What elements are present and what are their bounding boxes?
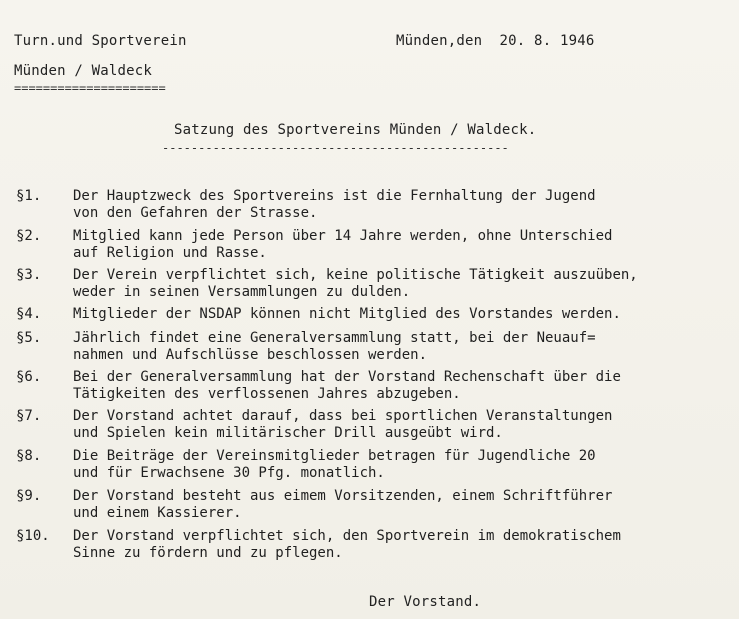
paragraph-number: §7. bbox=[16, 408, 42, 424]
paragraph-line: und Spielen kein militärischer Drill ausgeübt wird. bbox=[73, 425, 503, 441]
paragraph-line: und für Erwachsene 30 Pfg. monatlich. bbox=[73, 465, 385, 481]
paragraph-line: und einem Kassierer. bbox=[73, 505, 242, 521]
paragraph-number: §3. bbox=[16, 267, 42, 283]
signature: Der Vorstand. bbox=[369, 594, 482, 610]
paragraph-line: nahmen und Aufschlüsse beschlossen werden. bbox=[73, 347, 428, 363]
paragraph-number: §10. bbox=[16, 528, 50, 544]
paragraph-line: auf Religion und Rasse. bbox=[73, 245, 267, 261]
paragraph-line: Tätigkeiten des verflossenen Jahres abzugeben. bbox=[73, 386, 461, 402]
paragraph-line: Bei der Generalversammlung hat der Vorstand Rechenschaft über die bbox=[73, 369, 621, 385]
paragraph-line: Der Vorstand besteht aus eimem Vorsitzenden, einem Schriftführer bbox=[73, 488, 613, 504]
paragraph-line: Mitglied kann jede Person über 14 Jahre werden, ohne Unterschied bbox=[73, 228, 613, 244]
paragraph-line: Der Vorstand verpflichtet sich, den Sportverein im demokratischem bbox=[73, 528, 621, 544]
paragraph-number: §6. bbox=[16, 369, 42, 385]
title-underline: ------------------------------------------------ bbox=[162, 141, 509, 155]
paragraph-line: Mitglieder der NSDAP können nicht Mitglied des Vorstandes werden. bbox=[73, 306, 621, 322]
paragraph-line: Jährlich findet eine Generalversammlung statt, bei der Neuauf= bbox=[73, 330, 596, 346]
paragraph-number: §1. bbox=[16, 188, 42, 204]
paragraph-line: weder in seinen Versammlungen zu dulden. bbox=[73, 284, 411, 300]
paragraph-line: Der Verein verpflichtet sich, keine politische Tätigkeit auszuüben, bbox=[73, 267, 638, 283]
paragraph-number: §9. bbox=[16, 488, 42, 504]
paragraph-number: §4. bbox=[16, 306, 42, 322]
paragraph-line: Der Vorstand achtet darauf, dass bei sportlichen Veranstaltungen bbox=[73, 408, 613, 424]
club-name-line-2: Münden / Waldeck bbox=[14, 63, 153, 79]
document-title: Satzung des Sportvereins Münden / Waldeck. bbox=[174, 122, 537, 138]
paragraph-line: Sinne zu fördern und zu pflegen. bbox=[73, 545, 343, 561]
paragraph-line: von den Gefahren der Strasse. bbox=[73, 205, 318, 221]
club-name-line-1: Turn.und Sportverein bbox=[14, 33, 187, 49]
paragraph-number: §5. bbox=[16, 330, 42, 346]
club-name-underline: ===================== bbox=[14, 81, 166, 95]
paragraph-line: Die Beiträge der Vereinsmitglieder betragen für Jugendliche 20 bbox=[73, 448, 596, 464]
paragraph-number: §8. bbox=[16, 448, 42, 464]
paragraph-line: Der Hauptzweck des Sportvereins ist die Fernhaltung der Jugend bbox=[73, 188, 596, 204]
place-date: Münden,den 20. 8. 1946 bbox=[396, 33, 595, 49]
paragraph-number: §2. bbox=[16, 228, 42, 244]
